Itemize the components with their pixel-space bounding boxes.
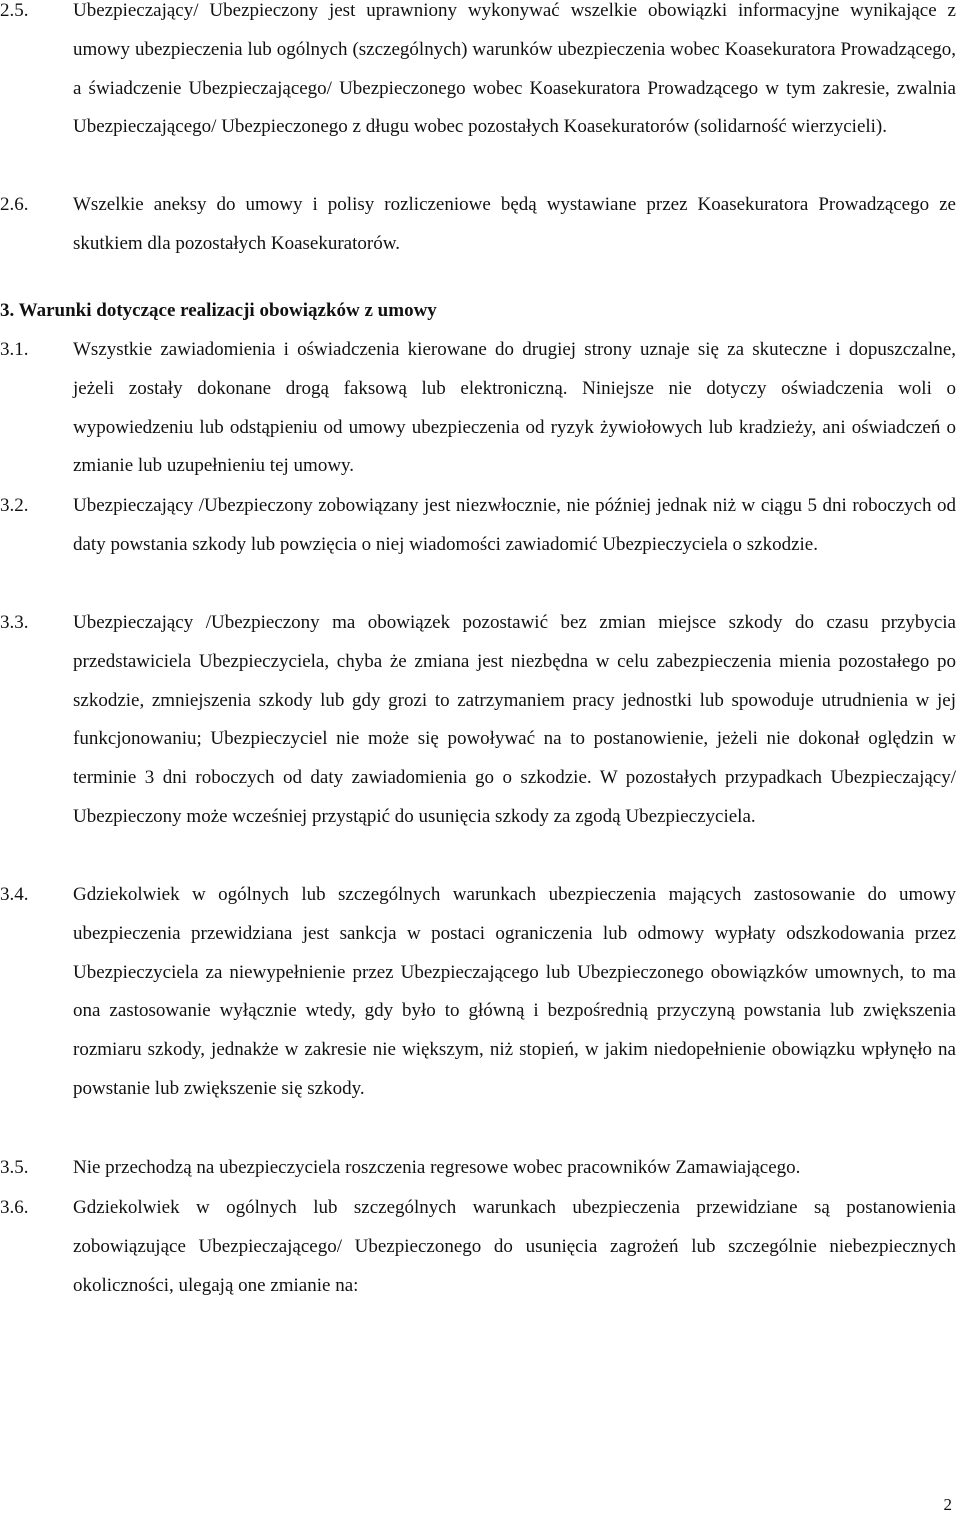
- clause-3-2: [0, 487, 956, 565]
- clause-number: 2.5.: [0, 0, 29, 21]
- clause-2-6: [0, 186, 956, 264]
- clause-3-6: [0, 1189, 956, 1305]
- clause-2-5: [0, 0, 956, 147]
- clause-text: Wszelkie aneksy do umowy i polisy rozliczeniowe będą wystawiane przez Koasekuratora Prowadzącego ze skutkiem dla pozostałych Koasekuratorów.: [73, 194, 956, 254]
- clause-text: Gdziekolwiek w ogólnych lub szczególnych warunkach ubezpieczenia przewidziane są postanowienia zobowiązujące Ubezpieczającego/ Ubezpieczonego do usunięcia zagrożeń lub szczególnie niebezpiecznych okoliczności, ulegają one zmianie na:: [73, 1197, 956, 1296]
- clause-text: Nie przechodzą na ubezpieczyciela roszczenia regresowe wobec pracowników Zamawiającego.: [73, 1157, 801, 1178]
- clause-3-4: [0, 876, 956, 1109]
- page-number: 2: [943, 1495, 952, 1514]
- clause-text: Ubezpieczający /Ubezpieczony zobowiązany jest niezwłocznie, nie później jednak niż w ciągu 5 dni roboczych od daty powstania szkody lub powzięcia o niej wiadomości zawiadomić Ubezpieczyciela o szkodzie.: [73, 495, 956, 555]
- section-heading: 3. Warunki dotyczące realizacji obowiązków z umowy: [0, 300, 437, 321]
- clause-number: 3.1.: [0, 339, 29, 360]
- clause-number: 3.4.: [0, 884, 29, 905]
- clause-number: 2.6.: [0, 194, 29, 215]
- clause-3-3: [0, 604, 956, 837]
- clause-text: Wszystkie zawiadomienia i oświadczenia kierowane do drugiej strony uznaje się za skuteczne i dopuszczalne, jeżeli zostały dokonane drogą faksową lub elektroniczną. Niniejsze nie dotyczy oświadczenia woli o wypowiedzeniu lub odstąpieniu od umowy ubezpieczenia od ryzyk żywiołowych lub kradzieży, ani oświadczeń o zmianie lub uzupełnieniu tej umowy.: [73, 339, 956, 477]
- clause-number: 3.2.: [0, 495, 29, 516]
- clause-text: Ubezpieczający/ Ubezpieczony jest uprawniony wykonywać wszelkie obowiązki informacyjne wynikające z umowy ubezpieczenia lub ogólnych (szczególnych) warunków ubezpieczenia wobec Koasekuratora Prowadzącego, a świadczenie Ubezpieczającego/ Ubezpieczonego wobec Koasekuratora Prowadzącego w tym zakresie, zwalnia Ubezpieczającego/ Ubezpieczonego z długu wobec pozostałych Koasekuratorów (solidarność wierzycieli).: [73, 0, 956, 138]
- clause-number: 3.6.: [0, 1197, 29, 1218]
- clause-3-5: [0, 1149, 956, 1188]
- clause-3-1: [0, 331, 956, 486]
- clause-number: 3.3.: [0, 612, 29, 633]
- clause-number: 3.5.: [0, 1157, 29, 1178]
- clause-text: Ubezpieczający /Ubezpieczony ma obowiązek pozostawić bez zmian miejsce szkody do czasu przybycia przedstawiciela Ubezpieczyciela, chyba że zmiana jest niezbędna w celu zabezpieczenia mienia pozostałego po szkodzie, zmniejszenia szkody lub gdy grozi to zatrzymaniem pracy jednostki lub spowoduje utrudnienia w jej funkcjonowaniu; Ubezpieczyciel nie może się powoływać na to postanowienie, jeżeli nie dokonał oględzin w terminie 3 dni roboczych od daty zawiadomienia go o szkodzie. W pozostałych przypadkach Ubezpieczający/ Ubezpieczony może wcześniej przystąpić do usunięcia szkody za zgodą Ubezpieczyciela.: [73, 612, 956, 827]
- clause-text: Gdziekolwiek w ogólnych lub szczególnych warunkach ubezpieczenia mających zastosowanie do umowy ubezpieczenia przewidziana jest sankcja w postaci ograniczenia lub odmowy wypłaty odszkodowania przez Ubezpieczyciela za niewypełnienie przez Ubezpieczającego lub Ubezpieczonego obowiązków umownych, to ma ona zastosowanie wyłącznie wtedy, gdy było to główną i bezpośrednią przyczyną powstania lub zwiększenia rozmiaru szkody, jednakże w zakresie nie większym, niż stopień, w jakim niedopełnienie obowiązku wpłynęło na powstanie lub zwiększenie się szkody.: [73, 884, 956, 1099]
